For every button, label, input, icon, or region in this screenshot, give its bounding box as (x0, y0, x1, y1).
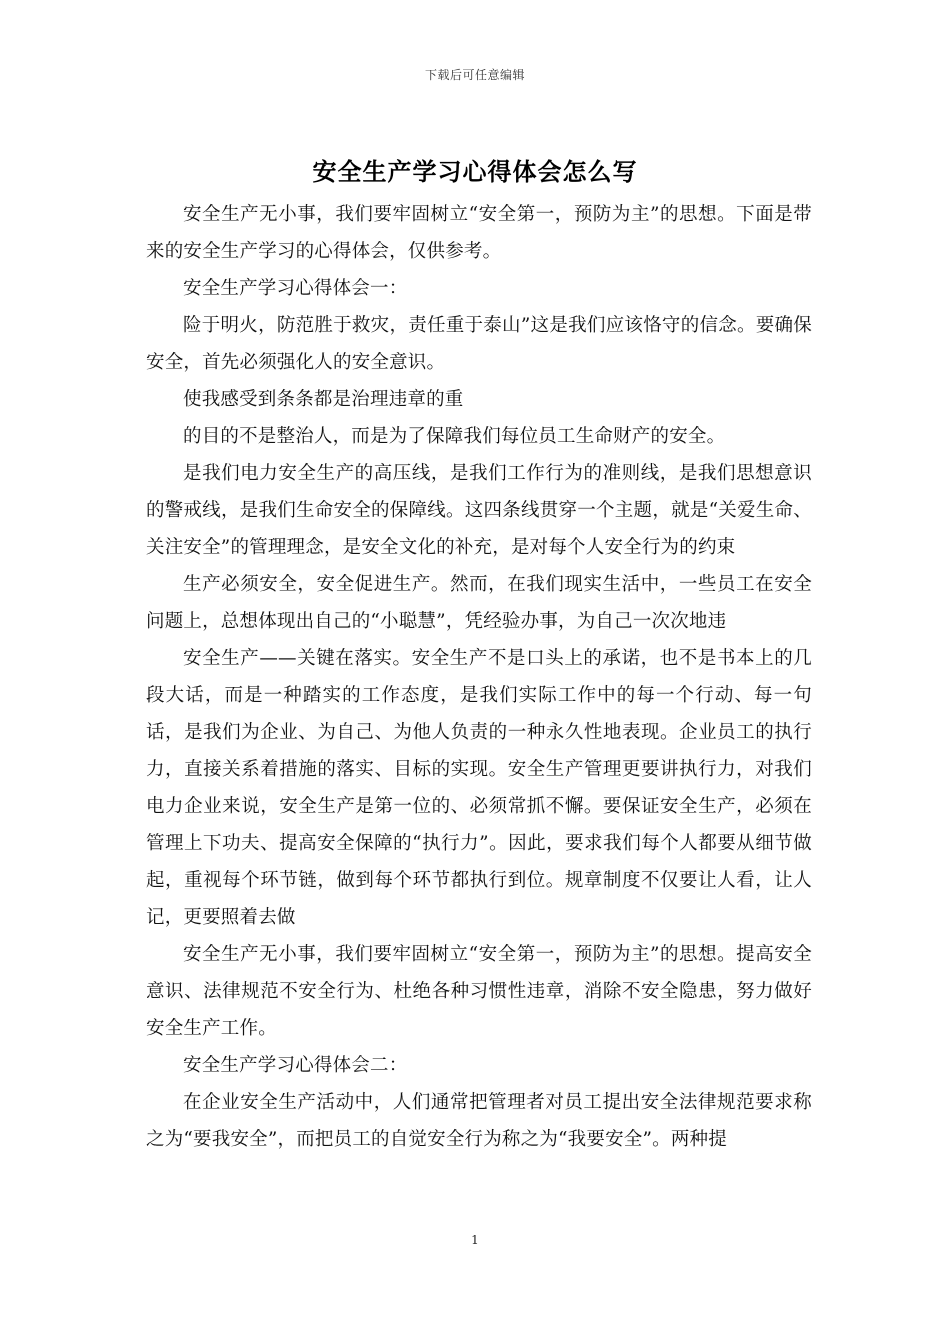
header-note: 下载后可任意编辑 (424, 68, 525, 82)
document-title: 安全生产学习心得体会怎么写 (312, 157, 638, 186)
paragraph: 生产必须安全，安全促进生产。然而，在我们现实生活中，一些员工在安全问题上，总想体现出自己的“小聪慧”，凭经验办事，为自己一次次地违 (146, 574, 812, 632)
paragraph: 安全生产无小事，我们要牢固树立“安全第一，预防为主”的思想。提高安全意识、法律规范不安全行为、杜绝各种习惯性违章，消除不安全隐患，努力做好安全生产工作。 (146, 944, 812, 1039)
paragraph-intro: 安全生产无小事，我们要牢固树立“安全第一，预防为主”的思想。下面是带来的安全生产学习的心得体会，仅供参考。 (146, 204, 812, 262)
paragraph: 在企业安全生产活动中，人们通常把管理者对员工提出安全法律规范要求称之为“要我安全”，而把员工的自觉安全行为称之为“我要安全”。两种提 (146, 1092, 812, 1150)
section-heading-one: 安全生产学习心得体会一： (183, 278, 408, 299)
paragraph: 险于明火，防范胜于救灾，责任重于泰山”这是我们应该恪守的信念。要确保安全，首先必须强化人的安全意识。 (146, 315, 812, 373)
paragraph: 的目的不是整治人，而是为了保障我们每位员工生命财产的安全。 (183, 426, 726, 447)
paragraph: 是我们电力安全生产的高压线，是我们工作行为的准则线，是我们思想意识的警戒线，是我们生命安全的保障线。这四条线贯穿一个主题，就是“关爱生命、关注安全”的管理理念，是安全文化的补充，是对每个人安全行为的约束 (146, 463, 812, 558)
paragraph: 安全生产——关键在落实。安全生产不是口头上的承诺，也不是书本上的几段大话，而是一种踏实的工作态度，是我们实际工作中的每一个行动、每一句话，是我们为企业、为自己、为他人负责的一种永久性地表现。企业员工的执行力，直接关系着措施的落实、目标的实现。安全生产管理更要讲执行力，对我们电力企业来说，安全生产是第一位的、必须常抓不懈。要保证安全生产，必须在管理上下功夫、提高安全保障的“执行力”。因此，要求我们每个人都要从细节做起，重视每个环节链，做到每个环节都执行到位。规章制度不仅要让人看，让人记，更要照着去做 (146, 648, 812, 928)
body-text (146, 196, 812, 1158)
paragraph: 使我感受到条条都是治理违章的重 (183, 389, 464, 410)
section-heading-two: 安全生产学习心得体会二： (183, 1055, 408, 1076)
page-number: 1 (471, 1233, 479, 1247)
